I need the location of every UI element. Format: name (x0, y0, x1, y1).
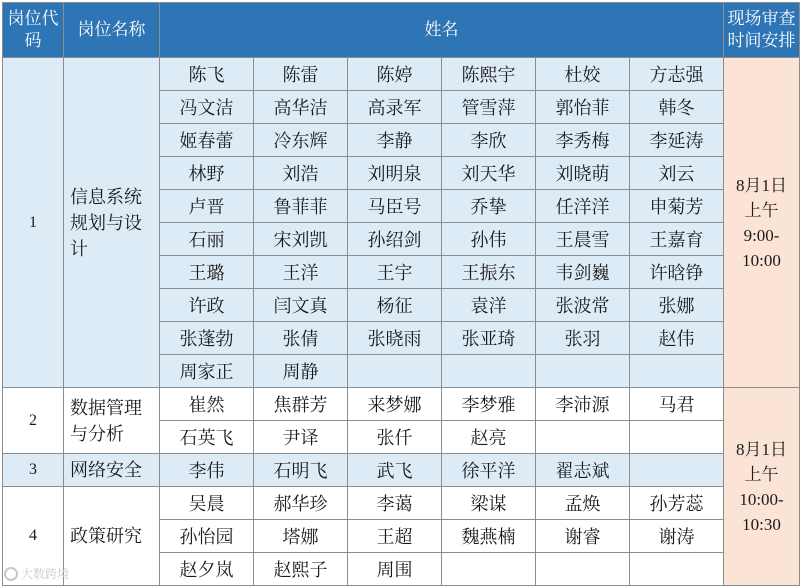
name-cell: 陈飞 (160, 58, 254, 91)
name-cell: 谢睿 (536, 520, 630, 553)
name-cell (442, 355, 536, 388)
schedule-line: 9:00- (743, 225, 780, 245)
name-cell (536, 421, 630, 454)
name-cell: 张亚琦 (442, 322, 536, 355)
name-cell: 李沛源 (536, 388, 630, 421)
name-cell: 刘天华 (442, 157, 536, 190)
name-cell: 许晗铮 (630, 256, 724, 289)
name-cell: 申菊芳 (630, 190, 724, 223)
name-cell: 闫文真 (254, 289, 348, 322)
table-row (3, 388, 800, 421)
name-cell: 郝华珍 (254, 487, 348, 520)
name-cell: 王晨雪 (536, 223, 630, 256)
name-cell: 赵夕岚 (160, 553, 254, 586)
name-cell: 赵伟 (630, 322, 724, 355)
name-cell: 塔娜 (254, 520, 348, 553)
name-cell: 杜姣 (536, 58, 630, 91)
name-cell: 徐平洋 (442, 454, 536, 487)
name-cell: 冯文洁 (160, 91, 254, 124)
name-cell: 石英飞 (160, 421, 254, 454)
watermark-text: 大数跨境 (21, 567, 70, 581)
name-cell: 袁洋 (442, 289, 536, 322)
name-cell: 周围 (348, 553, 442, 586)
header-position-name: 岗位名称 (64, 3, 160, 58)
position-code-cell: 4 (3, 487, 64, 586)
name-cell: 李蔼 (348, 487, 442, 520)
name-cell: 陈雷 (254, 58, 348, 91)
name-cell (442, 553, 536, 586)
name-cell: 林野 (160, 157, 254, 190)
name-cell: 李伟 (160, 454, 254, 487)
name-cell: 张羽 (536, 322, 630, 355)
table-row (3, 454, 800, 487)
name-cell: 姬春蕾 (160, 124, 254, 157)
name-cell: 石丽 (160, 223, 254, 256)
name-cell: 高录军 (348, 91, 442, 124)
name-cell: 刘云 (630, 157, 724, 190)
schedule-line: 8月1日 (736, 175, 788, 195)
name-cell: 刘明泉 (348, 157, 442, 190)
name-cell (630, 553, 724, 586)
name-cell: 许政 (160, 289, 254, 322)
schedule-line: 上午 (744, 200, 779, 220)
name-cell: 陈婷 (348, 58, 442, 91)
name-cell: 王超 (348, 520, 442, 553)
name-cell: 石明飞 (254, 454, 348, 487)
name-cell: 刘晓萌 (536, 157, 630, 190)
name-cell: 高华洁 (254, 91, 348, 124)
name-cell: 李静 (348, 124, 442, 157)
schedule-cell (724, 388, 800, 586)
name-cell (630, 454, 724, 487)
name-cell: 尹译 (254, 421, 348, 454)
name-cell: 刘浩 (254, 157, 348, 190)
table-row (3, 58, 800, 91)
name-cell: 吴晨 (160, 487, 254, 520)
header-position-code: 岗位代码 (3, 3, 64, 58)
name-cell: 崔然 (160, 388, 254, 421)
header-schedule: 现场审查时间安排 (724, 3, 800, 58)
name-cell: 张蓬勃 (160, 322, 254, 355)
name-cell: 谢涛 (630, 520, 724, 553)
name-cell: 马臣号 (348, 190, 442, 223)
position-name-cell: 数据管理与分析 (64, 388, 160, 454)
name-cell: 武飞 (348, 454, 442, 487)
name-cell: 翟志斌 (536, 454, 630, 487)
name-cell: 李欣 (442, 124, 536, 157)
name-cell: 魏燕楠 (442, 520, 536, 553)
name-cell: 李延涛 (630, 124, 724, 157)
name-cell: 王璐 (160, 256, 254, 289)
name-cell: 张晓雨 (348, 322, 442, 355)
table-body (3, 58, 800, 586)
name-cell: 来梦娜 (348, 388, 442, 421)
name-cell: 孙芳蕊 (630, 487, 724, 520)
name-cell: 王振东 (442, 256, 536, 289)
name-cell: 李秀梅 (536, 124, 630, 157)
name-cell: 周静 (254, 355, 348, 388)
position-code-cell: 3 (3, 454, 64, 487)
name-cell: 冷东辉 (254, 124, 348, 157)
schedule-line: 10:00- (739, 489, 784, 509)
name-cell: 张仟 (348, 421, 442, 454)
name-cell: 韦剑巍 (536, 256, 630, 289)
position-name-cell: 政策研究 (64, 487, 160, 586)
name-cell: 马君 (630, 388, 724, 421)
name-cell (348, 355, 442, 388)
name-cell: 卢晋 (160, 190, 254, 223)
schedule-cell (724, 58, 800, 388)
name-cell: 张波常 (536, 289, 630, 322)
watermark-logo-icon (4, 567, 18, 581)
name-cell: 焦群芳 (254, 388, 348, 421)
schedule-line: 10:30 (742, 514, 781, 534)
review-schedule-table (2, 2, 800, 586)
name-cell: 张倩 (254, 322, 348, 355)
name-cell: 杨征 (348, 289, 442, 322)
name-cell: 孙怡园 (160, 520, 254, 553)
name-cell: 梁谋 (442, 487, 536, 520)
name-cell: 宋刘凯 (254, 223, 348, 256)
name-cell: 张娜 (630, 289, 724, 322)
name-cell: 任洋洋 (536, 190, 630, 223)
header-names: 姓名 (160, 3, 724, 58)
name-cell (536, 553, 630, 586)
name-cell: 王洋 (254, 256, 348, 289)
name-cell: 管雪萍 (442, 91, 536, 124)
name-cell: 孙伟 (442, 223, 536, 256)
name-cell: 王宇 (348, 256, 442, 289)
position-code-cell: 2 (3, 388, 64, 454)
name-cell: 郭怡菲 (536, 91, 630, 124)
schedule-line: 8月1日 (736, 439, 788, 459)
schedule-line: 10:00 (742, 250, 781, 270)
name-cell (630, 355, 724, 388)
name-cell: 周家正 (160, 355, 254, 388)
name-cell: 李梦雅 (442, 388, 536, 421)
name-cell: 陈熙宇 (442, 58, 536, 91)
name-cell: 鲁菲菲 (254, 190, 348, 223)
position-name-cell: 网络安全 (64, 454, 160, 487)
name-cell: 孟焕 (536, 487, 630, 520)
name-cell: 韩冬 (630, 91, 724, 124)
name-cell: 王嘉育 (630, 223, 724, 256)
position-code-cell: 1 (3, 58, 64, 388)
name-cell: 赵亮 (442, 421, 536, 454)
name-cell (630, 421, 724, 454)
name-cell: 赵熙子 (254, 553, 348, 586)
table-row (3, 487, 800, 520)
name-cell (536, 355, 630, 388)
name-cell: 乔挚 (442, 190, 536, 223)
watermark (4, 565, 69, 582)
position-name-cell: 信息系统规划与设计 (64, 58, 160, 388)
schedule-line: 上午 (744, 464, 779, 484)
name-cell: 方志强 (630, 58, 724, 91)
name-cell: 孙绍剑 (348, 223, 442, 256)
